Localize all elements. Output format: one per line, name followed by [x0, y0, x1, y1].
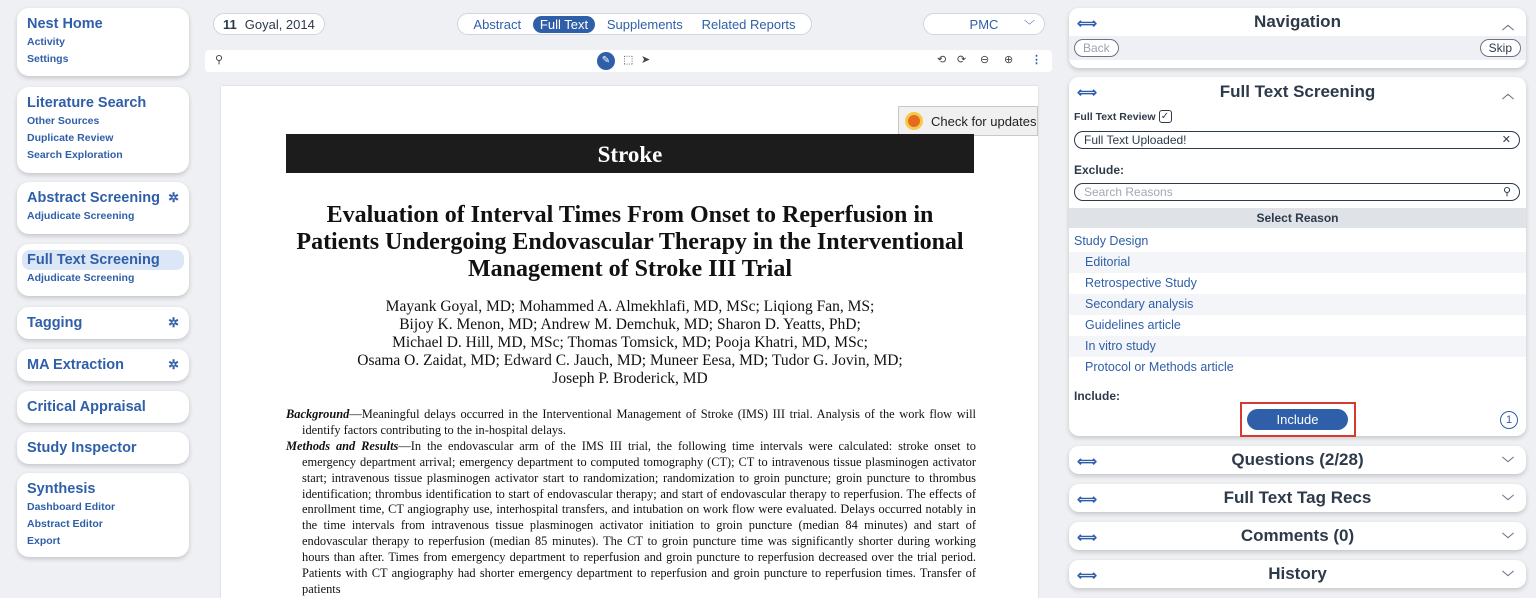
comments-header[interactable]	[1069, 522, 1526, 550]
drag-handle-icon[interactable]: ⟺	[1077, 529, 1098, 545]
chevron-down-icon[interactable]: ﹀	[1501, 456, 1514, 470]
rotate-left-icon[interactable]: ⟲	[937, 54, 947, 66]
nav-title-nest-home[interactable]: Nest Home	[27, 16, 103, 32]
check-updates-label: Check for updates	[931, 113, 1037, 129]
nav-title-literature-search[interactable]: Literature Search	[27, 95, 147, 111]
methods-label: Methods and Results	[286, 438, 399, 453]
nav-item-activity[interactable]: Activity	[27, 36, 65, 48]
pdf-page	[221, 86, 1038, 598]
annotate-icon[interactable]: ✎	[597, 52, 615, 70]
exclude-label: Exclude:	[1074, 163, 1125, 177]
methods-text: —In the endovascular arm of the IMS III trial, the following time intervals were calculated: stroke onset to emergency department arrival; emergency department to computed tomography (CT); CT to intravenous tissue plasminogen activator start; intravenous tissue plasminogen activator start to randomization; randomization to groin puncture; groin puncture to thrombus identification; thrombus identification to start of endovascular therapy; and start of endovascular therapy to reperfusion. The effects of enrollment time, CT angiography use, interhospital transfers, and intubation on work flow were evaluated. Delays occurred notably in the time intervals from intravenous tissue plasminogen activator initiation to groin puncture (median 84 minutes) and start of endovascular therapy to reperfusion (median 85 minutes). The CT to groin puncture time was significantly shorter during working hours than after. Times from emergency department to reperfusion and groin puncture to reperfusion decreased over the trial period. Patients with CT angiography had shorter emergency department to reperfusion and groin puncture to reperfusion times. Transfer of patients	[302, 438, 976, 596]
drag-handle-icon[interactable]: ⟺	[1077, 491, 1098, 507]
right-panel	[1062, 0, 1536, 598]
nav-title-ma-extraction[interactable]	[27, 355, 179, 375]
source-select[interactable]	[923, 13, 1045, 35]
questions-card	[1069, 446, 1526, 474]
review-row	[1074, 110, 1172, 123]
history-card	[1069, 560, 1526, 588]
nav-title-full-text-screening[interactable]: Full Text Screening	[22, 250, 184, 270]
gear-icon[interactable]: ✲	[168, 190, 179, 205]
reason-item[interactable]: Retrospective Study	[1085, 276, 1197, 290]
uploaded-value: Full Text Uploaded!	[1084, 133, 1187, 147]
search-reasons-input[interactable]	[1074, 183, 1520, 201]
select-reason-header: Select Reason	[1069, 208, 1526, 228]
tab-abstract[interactable]: Abstract	[473, 16, 522, 32]
record-pill	[213, 13, 325, 35]
tab-full-text[interactable]: Full Text	[533, 16, 595, 33]
screening-title: Full Text Screening	[1219, 82, 1376, 101]
author-line: Joseph P. Broderick, MD	[552, 370, 708, 387]
viewer-topbar	[205, 0, 1052, 46]
background-label: Background	[286, 407, 350, 421]
nav-title-label: MA Extraction	[27, 357, 124, 373]
more-options-icon[interactable]: ⋮	[1031, 54, 1042, 66]
select-area-icon[interactable]: ⬚	[623, 54, 634, 66]
comments-title: Comments (0)	[1240, 526, 1355, 545]
reason-item[interactable]: Guidelines article	[1085, 318, 1181, 332]
include-label: Include:	[1074, 389, 1121, 403]
nav-group-literature-search	[17, 87, 189, 173]
drag-handle-icon[interactable]: ⟺	[1077, 15, 1098, 31]
view-tabs	[457, 13, 812, 35]
nav-group-full-text-screening	[17, 244, 189, 296]
reason-category: Study Design	[1074, 234, 1149, 248]
author-line: Mayank Goyal, MD; Mohammed A. Almekhlafi, MD, MSc; Liqiong Fan, MS;	[385, 298, 875, 315]
nav-item-dashboard-editor[interactable]: Dashboard Editor	[27, 501, 116, 513]
nav-title-abstract-screening[interactable]	[27, 188, 179, 208]
nav-title-synthesis[interactable]: Synthesis	[27, 481, 96, 497]
nav-group-tagging	[17, 307, 189, 339]
tab-supplements[interactable]: Supplements	[606, 16, 683, 32]
nav-item-export[interactable]: Export	[27, 535, 61, 547]
include-button[interactable]: Include	[1247, 409, 1348, 430]
questions-title: Questions (2/28)	[1231, 450, 1364, 469]
search-reasons-placeholder: Search Reasons	[1084, 185, 1173, 199]
nav-group-critical-appraisal	[17, 391, 189, 423]
paper-authors	[286, 298, 974, 388]
zoom-in-icon[interactable]: ⊕	[1004, 54, 1014, 66]
navigation-title: Navigation	[1254, 12, 1341, 31]
nav-group-ma-extraction	[17, 349, 189, 381]
uploaded-field[interactable]	[1074, 131, 1520, 149]
author-line: Osama O. Zaidat, MD; Edward C. Jauch, MD; Muneer Eesa, MD; Tudor G. Jovin, MD;	[357, 352, 903, 369]
document-viewer	[205, 0, 1052, 598]
tag-recs-card	[1069, 484, 1526, 512]
drag-handle-icon[interactable]: ⟺	[1077, 84, 1098, 100]
tag-recs-title: Full Text Tag Recs	[1223, 488, 1372, 507]
nav-group-abstract-screening	[17, 182, 189, 234]
chevron-down-icon[interactable]: ﹀	[1501, 532, 1514, 546]
reason-item[interactable]: Secondary analysis	[1069, 294, 1526, 315]
author-line: Michael D. Hill, MD, MSc; Thomas Tomsick, MD; Pooja Khatri, MD, MSc;	[392, 334, 868, 351]
left-sidebar	[0, 0, 200, 598]
review-checkbox[interactable]: ✓	[1159, 110, 1172, 123]
author-line: Bijoy K. Menon, MD; Andrew M. Demchuk, MD; Sharon D. Yeatts, PhD;	[399, 316, 861, 333]
pdf-toolbar	[205, 50, 1052, 72]
reason-item[interactable]: In vitro study	[1069, 336, 1526, 357]
journal-name: Stroke	[286, 134, 974, 173]
screening-header[interactable]	[1069, 77, 1526, 107]
source-value: PMC	[969, 16, 999, 32]
nav-item-duplicate-review[interactable]: Duplicate Review	[27, 132, 114, 144]
history-title: History	[1268, 564, 1327, 583]
history-header[interactable]	[1069, 560, 1526, 588]
tab-related-reports[interactable]: Related Reports	[701, 16, 796, 32]
abstract-background	[286, 407, 976, 439]
nav-title-tagging[interactable]	[27, 313, 179, 333]
screening-card	[1069, 77, 1526, 436]
check-updates-button[interactable]	[898, 106, 1038, 136]
review-label: Full Text Review	[1074, 110, 1156, 123]
pointer-icon[interactable]: ➤	[641, 54, 651, 66]
chevron-down-icon[interactable]: ﹀	[1501, 570, 1514, 584]
skip-button[interactable]: Skip	[1480, 39, 1521, 57]
nav-title-study-inspector[interactable]: Study Inspector	[27, 440, 137, 456]
gear-icon[interactable]: ✲	[168, 315, 179, 330]
nav-item-settings[interactable]: Settings	[27, 53, 69, 65]
reason-item[interactable]: Protocol or Methods article	[1085, 360, 1234, 374]
back-button[interactable]: Back	[1074, 39, 1119, 57]
nav-group-study-inspector	[17, 432, 189, 464]
nav-title-label: Abstract Screening	[27, 190, 160, 206]
nav-title-label: Tagging	[27, 315, 83, 331]
questions-header[interactable]	[1069, 446, 1526, 474]
nav-title-critical-appraisal[interactable]: Critical Appraisal	[27, 399, 146, 415]
chevron-down-icon: ﹀	[1024, 20, 1035, 32]
background-text: —Meaningful delays occurred in the Interventional Management of Stroke (IMS) III trial. Analysis of the work flow will identify factors contributing to the in-hospital delays.	[302, 407, 976, 437]
navigation-card	[1069, 8, 1526, 68]
navigation-controls	[1069, 36, 1526, 60]
drag-handle-icon[interactable]: ⟺	[1077, 453, 1098, 469]
paper-abstract	[286, 407, 976, 598]
chevron-up-icon[interactable]: ︿	[1501, 18, 1514, 32]
search-icon[interactable]: ⚲	[1502, 186, 1511, 198]
drag-handle-icon[interactable]: ⟺	[1077, 567, 1098, 583]
abstract-methods	[286, 439, 976, 598]
search-icon[interactable]: ⚲	[215, 54, 224, 66]
reason-item[interactable]: Editorial	[1069, 252, 1526, 273]
nav-item-adjudicate-screening[interactable]: Adjudicate Screening	[27, 210, 135, 222]
record-number: 11	[223, 16, 237, 32]
chevron-up-icon[interactable]: ︿	[1501, 87, 1514, 101]
zoom-out-icon[interactable]: ⊖	[980, 54, 990, 66]
navigation-header[interactable]	[1069, 8, 1526, 36]
record-label: Goyal, 2014	[244, 16, 315, 32]
nav-item-search-exploration[interactable]: Search Exploration	[27, 149, 123, 161]
gear-icon[interactable]: ✲	[168, 357, 179, 372]
tag-recs-header[interactable]	[1069, 484, 1526, 512]
include-count-badge: 1	[1500, 411, 1518, 429]
crossmark-icon	[905, 112, 923, 130]
nav-group-nest-home	[17, 8, 189, 76]
chevron-down-icon[interactable]: ﹀	[1501, 494, 1514, 508]
comments-card	[1069, 522, 1526, 550]
nav-group-synthesis	[17, 473, 189, 557]
nav-item-adjudicate-screening[interactable]: Adjudicate Screening	[27, 272, 135, 284]
rotate-right-icon[interactable]: ⟳	[957, 54, 967, 66]
nav-item-other-sources[interactable]: Other Sources	[27, 115, 100, 127]
close-icon[interactable]: ✕	[1501, 134, 1511, 146]
paper-title: Evaluation of Interval Times From Onset to Reperfusion in Patients Undergoing Endovascular Therapy in the Interventional Management of Stroke III Trial	[296, 202, 964, 282]
nav-item-abstract-editor[interactable]: Abstract Editor	[27, 518, 103, 530]
